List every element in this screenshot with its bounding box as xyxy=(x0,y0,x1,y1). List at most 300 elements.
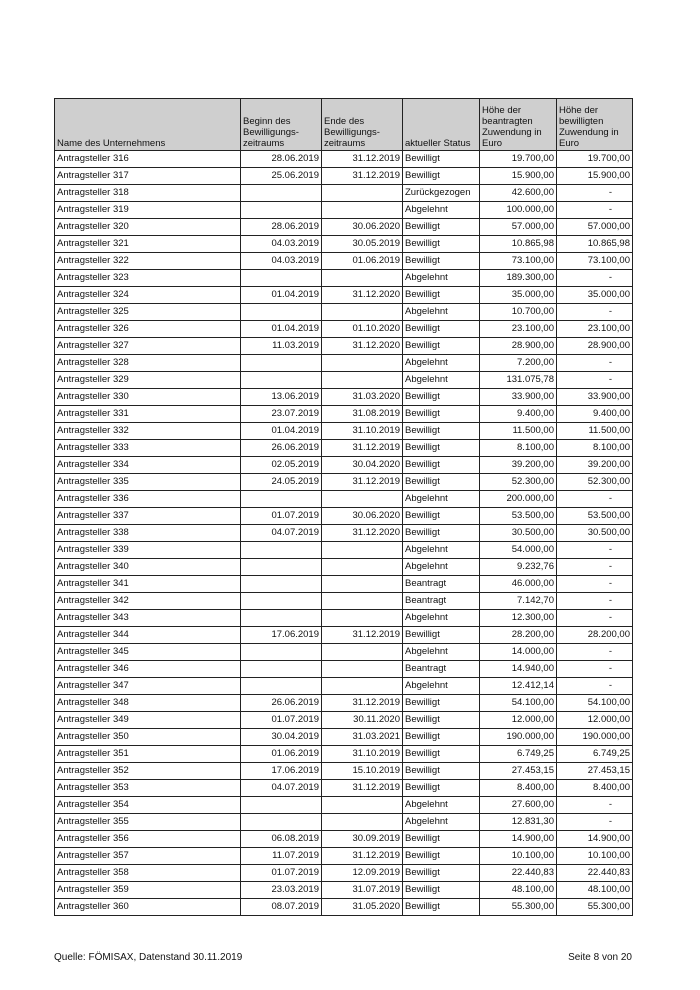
table-row xyxy=(55,678,633,695)
cell-requested-amount: 6.749,25 xyxy=(480,746,557,763)
cell-company: Antragsteller 316 xyxy=(55,151,241,168)
cell-start-date: 08.07.2019 xyxy=(241,899,322,916)
cell-start-date: 04.07.2019 xyxy=(241,780,322,797)
cell-end-date xyxy=(322,185,403,202)
cell-start-date xyxy=(241,304,322,321)
cell-end-date: 31.10.2019 xyxy=(322,746,403,763)
cell-approved-amount: - xyxy=(557,355,633,372)
cell-start-date: 13.06.2019 xyxy=(241,389,322,406)
cell-status: Bewilligt xyxy=(403,627,480,644)
cell-status: Zurückgezogen xyxy=(403,185,480,202)
cell-company: Antragsteller 355 xyxy=(55,814,241,831)
table-row xyxy=(55,389,633,406)
cell-requested-amount: 10.865,98 xyxy=(480,236,557,253)
table-row xyxy=(55,848,633,865)
cell-end-date xyxy=(322,304,403,321)
table-row xyxy=(55,219,633,236)
cell-requested-amount: 14.900,00 xyxy=(480,831,557,848)
cell-status: Bewilligt xyxy=(403,831,480,848)
table-row xyxy=(55,542,633,559)
page-number: Seite 8 von 20 xyxy=(568,952,632,963)
cell-requested-amount: 28.900,00 xyxy=(480,338,557,355)
cell-start-date: 30.04.2019 xyxy=(241,729,322,746)
cell-company: Antragsteller 323 xyxy=(55,270,241,287)
cell-approved-amount: 48.100,00 xyxy=(557,882,633,899)
cell-status: Bewilligt xyxy=(403,253,480,270)
cell-start-date xyxy=(241,185,322,202)
cell-end-date: 31.03.2021 xyxy=(322,729,403,746)
cell-end-date xyxy=(322,610,403,627)
cell-approved-amount: 33.900,00 xyxy=(557,389,633,406)
cell-status: Bewilligt xyxy=(403,729,480,746)
header-company: Name des Unternehmens xyxy=(55,99,241,151)
table-row xyxy=(55,151,633,168)
cell-status: Abgelehnt xyxy=(403,559,480,576)
cell-status: Abgelehnt xyxy=(403,202,480,219)
cell-end-date: 31.12.2019 xyxy=(322,627,403,644)
cell-start-date: 01.04.2019 xyxy=(241,287,322,304)
cell-end-date: 31.10.2019 xyxy=(322,423,403,440)
cell-company: Antragsteller 344 xyxy=(55,627,241,644)
cell-approved-amount: 23.100,00 xyxy=(557,321,633,338)
table-row xyxy=(55,304,633,321)
cell-company: Antragsteller 334 xyxy=(55,457,241,474)
cell-start-date xyxy=(241,610,322,627)
cell-requested-amount: 23.100,00 xyxy=(480,321,557,338)
cell-company: Antragsteller 356 xyxy=(55,831,241,848)
cell-approved-amount: - xyxy=(557,185,633,202)
cell-status: Abgelehnt xyxy=(403,610,480,627)
cell-requested-amount: 19.700,00 xyxy=(480,151,557,168)
table-row xyxy=(55,593,633,610)
cell-company: Antragsteller 359 xyxy=(55,882,241,899)
cell-requested-amount: 39.200,00 xyxy=(480,457,557,474)
cell-end-date: 30.06.2020 xyxy=(322,508,403,525)
cell-end-date xyxy=(322,814,403,831)
cell-start-date xyxy=(241,202,322,219)
cell-start-date: 28.06.2019 xyxy=(241,151,322,168)
cell-status: Beantragt xyxy=(403,661,480,678)
cell-approved-amount: 8.100,00 xyxy=(557,440,633,457)
cell-requested-amount: 12.000,00 xyxy=(480,712,557,729)
table-header-row xyxy=(55,99,633,151)
cell-approved-amount: 19.700,00 xyxy=(557,151,633,168)
cell-approved-amount: 28.900,00 xyxy=(557,338,633,355)
cell-company: Antragsteller 351 xyxy=(55,746,241,763)
table-row xyxy=(55,406,633,423)
cell-requested-amount: 9.232,76 xyxy=(480,559,557,576)
cell-status: Bewilligt xyxy=(403,287,480,304)
cell-requested-amount: 42.600,00 xyxy=(480,185,557,202)
cell-end-date: 30.05.2019 xyxy=(322,236,403,253)
cell-status: Bewilligt xyxy=(403,236,480,253)
cell-end-date: 31.12.2020 xyxy=(322,338,403,355)
cell-status: Bewilligt xyxy=(403,151,480,168)
cell-status: Bewilligt xyxy=(403,746,480,763)
cell-end-date: 31.12.2019 xyxy=(322,474,403,491)
cell-end-date xyxy=(322,661,403,678)
table-row xyxy=(55,695,633,712)
table-row xyxy=(55,457,633,474)
cell-company: Antragsteller 332 xyxy=(55,423,241,440)
table-row xyxy=(55,270,633,287)
cell-status: Abgelehnt xyxy=(403,304,480,321)
cell-approved-amount: 6.749,25 xyxy=(557,746,633,763)
cell-end-date xyxy=(322,542,403,559)
cell-company: Antragsteller 354 xyxy=(55,797,241,814)
cell-start-date: 01.04.2019 xyxy=(241,321,322,338)
cell-status: Bewilligt xyxy=(403,865,480,882)
table-row xyxy=(55,729,633,746)
cell-approved-amount: - xyxy=(557,559,633,576)
cell-approved-amount: 27.453,15 xyxy=(557,763,633,780)
table-row xyxy=(55,372,633,389)
cell-approved-amount: 55.300,00 xyxy=(557,899,633,916)
cell-status: Bewilligt xyxy=(403,763,480,780)
cell-start-date xyxy=(241,270,322,287)
cell-end-date: 31.12.2019 xyxy=(322,168,403,185)
cell-status: Bewilligt xyxy=(403,695,480,712)
cell-end-date: 31.12.2019 xyxy=(322,780,403,797)
cell-status: Bewilligt xyxy=(403,219,480,236)
cell-status: Bewilligt xyxy=(403,168,480,185)
cell-company: Antragsteller 329 xyxy=(55,372,241,389)
cell-requested-amount: 10.100,00 xyxy=(480,848,557,865)
cell-company: Antragsteller 357 xyxy=(55,848,241,865)
cell-end-date: 30.04.2020 xyxy=(322,457,403,474)
table-row xyxy=(55,576,633,593)
cell-status: Abgelehnt xyxy=(403,270,480,287)
cell-requested-amount: 27.600,00 xyxy=(480,797,557,814)
table-row xyxy=(55,865,633,882)
cell-approved-amount: - xyxy=(557,814,633,831)
header-requested: Höhe der beantragten Zuwendung in Euro xyxy=(480,99,557,151)
cell-status: Beantragt xyxy=(403,576,480,593)
cell-requested-amount: 48.100,00 xyxy=(480,882,557,899)
cell-approved-amount: 35.000,00 xyxy=(557,287,633,304)
table-row xyxy=(55,185,633,202)
cell-end-date: 01.10.2020 xyxy=(322,321,403,338)
cell-approved-amount: - xyxy=(557,593,633,610)
cell-start-date: 01.04.2019 xyxy=(241,423,322,440)
cell-requested-amount: 12.831,30 xyxy=(480,814,557,831)
table-row xyxy=(55,780,633,797)
cell-start-date xyxy=(241,644,322,661)
cell-end-date xyxy=(322,644,403,661)
cell-status: Abgelehnt xyxy=(403,814,480,831)
cell-status: Bewilligt xyxy=(403,474,480,491)
cell-company: Antragsteller 322 xyxy=(55,253,241,270)
cell-status: Abgelehnt xyxy=(403,491,480,508)
cell-requested-amount: 54.100,00 xyxy=(480,695,557,712)
cell-approved-amount: 9.400,00 xyxy=(557,406,633,423)
table-row xyxy=(55,423,633,440)
cell-end-date xyxy=(322,559,403,576)
cell-approved-amount: 8.400,00 xyxy=(557,780,633,797)
table-row xyxy=(55,474,633,491)
cell-status: Bewilligt xyxy=(403,508,480,525)
cell-status: Bewilligt xyxy=(403,406,480,423)
cell-start-date: 28.06.2019 xyxy=(241,219,322,236)
cell-requested-amount: 57.000,00 xyxy=(480,219,557,236)
cell-start-date xyxy=(241,542,322,559)
cell-company: Antragsteller 328 xyxy=(55,355,241,372)
cell-end-date: 30.06.2020 xyxy=(322,219,403,236)
cell-end-date: 31.12.2020 xyxy=(322,287,403,304)
cell-company: Antragsteller 327 xyxy=(55,338,241,355)
header-approved: Höhe der bewilligten Zuwendung in Euro xyxy=(557,99,633,151)
cell-start-date xyxy=(241,814,322,831)
cell-start-date: 04.03.2019 xyxy=(241,253,322,270)
cell-requested-amount: 33.900,00 xyxy=(480,389,557,406)
cell-requested-amount: 8.400,00 xyxy=(480,780,557,797)
cell-status: Abgelehnt xyxy=(403,644,480,661)
cell-end-date: 31.12.2020 xyxy=(322,525,403,542)
cell-company: Antragsteller 318 xyxy=(55,185,241,202)
cell-end-date xyxy=(322,372,403,389)
cell-end-date: 31.08.2019 xyxy=(322,406,403,423)
cell-approved-amount: 53.500,00 xyxy=(557,508,633,525)
cell-status: Bewilligt xyxy=(403,848,480,865)
cell-approved-amount: 57.000,00 xyxy=(557,219,633,236)
table-row xyxy=(55,338,633,355)
cell-approved-amount: - xyxy=(557,797,633,814)
cell-approved-amount: 22.440,83 xyxy=(557,865,633,882)
table-row xyxy=(55,440,633,457)
cell-requested-amount: 7.200,00 xyxy=(480,355,557,372)
cell-company: Antragsteller 337 xyxy=(55,508,241,525)
cell-start-date xyxy=(241,661,322,678)
cell-requested-amount: 54.000,00 xyxy=(480,542,557,559)
cell-company: Antragsteller 335 xyxy=(55,474,241,491)
cell-requested-amount: 15.900,00 xyxy=(480,168,557,185)
cell-status: Bewilligt xyxy=(403,423,480,440)
cell-start-date: 23.03.2019 xyxy=(241,882,322,899)
cell-status: Bewilligt xyxy=(403,882,480,899)
cell-approved-amount: 10.100,00 xyxy=(557,848,633,865)
cell-requested-amount: 73.100,00 xyxy=(480,253,557,270)
cell-start-date xyxy=(241,372,322,389)
cell-start-date: 04.07.2019 xyxy=(241,525,322,542)
cell-requested-amount: 9.400,00 xyxy=(480,406,557,423)
cell-requested-amount: 190.000,00 xyxy=(480,729,557,746)
cell-start-date: 01.07.2019 xyxy=(241,865,322,882)
cell-requested-amount: 10.700,00 xyxy=(480,304,557,321)
table-row xyxy=(55,882,633,899)
cell-start-date xyxy=(241,593,322,610)
cell-company: Antragsteller 320 xyxy=(55,219,241,236)
cell-start-date: 24.05.2019 xyxy=(241,474,322,491)
cell-requested-amount: 12.412,14 xyxy=(480,678,557,695)
cell-company: Antragsteller 352 xyxy=(55,763,241,780)
cell-approved-amount: 28.200,00 xyxy=(557,627,633,644)
cell-company: Antragsteller 339 xyxy=(55,542,241,559)
cell-end-date: 31.05.2020 xyxy=(322,899,403,916)
table-row xyxy=(55,253,633,270)
table-row xyxy=(55,202,633,219)
cell-start-date: 01.07.2019 xyxy=(241,508,322,525)
cell-company: Antragsteller 346 xyxy=(55,661,241,678)
cell-status: Beantragt xyxy=(403,593,480,610)
cell-approved-amount: - xyxy=(557,202,633,219)
cell-company: Antragsteller 343 xyxy=(55,610,241,627)
cell-company: Antragsteller 347 xyxy=(55,678,241,695)
cell-start-date: 01.06.2019 xyxy=(241,746,322,763)
cell-status: Bewilligt xyxy=(403,525,480,542)
cell-start-date: 17.06.2019 xyxy=(241,627,322,644)
cell-company: Antragsteller 326 xyxy=(55,321,241,338)
table-row xyxy=(55,797,633,814)
cell-approved-amount: - xyxy=(557,644,633,661)
cell-approved-amount: 12.000,00 xyxy=(557,712,633,729)
cell-requested-amount: 131.075,78 xyxy=(480,372,557,389)
cell-requested-amount: 35.000,00 xyxy=(480,287,557,304)
cell-end-date: 31.12.2019 xyxy=(322,440,403,457)
cell-end-date: 31.12.2019 xyxy=(322,151,403,168)
cell-approved-amount: - xyxy=(557,542,633,559)
cell-requested-amount: 27.453,15 xyxy=(480,763,557,780)
cell-status: Abgelehnt xyxy=(403,542,480,559)
cell-start-date xyxy=(241,797,322,814)
cell-start-date: 02.05.2019 xyxy=(241,457,322,474)
table-row xyxy=(55,627,633,644)
cell-approved-amount: 15.900,00 xyxy=(557,168,633,185)
cell-start-date: 04.03.2019 xyxy=(241,236,322,253)
cell-approved-amount: - xyxy=(557,491,633,508)
cell-status: Bewilligt xyxy=(403,899,480,916)
table-row xyxy=(55,525,633,542)
cell-requested-amount: 52.300,00 xyxy=(480,474,557,491)
table-row xyxy=(55,236,633,253)
cell-requested-amount: 53.500,00 xyxy=(480,508,557,525)
cell-requested-amount: 8.100,00 xyxy=(480,440,557,457)
cell-company: Antragsteller 345 xyxy=(55,644,241,661)
cell-company: Antragsteller 324 xyxy=(55,287,241,304)
table-row xyxy=(55,644,633,661)
cell-approved-amount: 52.300,00 xyxy=(557,474,633,491)
cell-end-date xyxy=(322,202,403,219)
cell-end-date: 15.10.2019 xyxy=(322,763,403,780)
cell-status: Abgelehnt xyxy=(403,372,480,389)
table-row xyxy=(55,355,633,372)
cell-approved-amount: - xyxy=(557,610,633,627)
cell-approved-amount: - xyxy=(557,372,633,389)
cell-approved-amount: - xyxy=(557,678,633,695)
cell-start-date: 17.06.2019 xyxy=(241,763,322,780)
cell-approved-amount: - xyxy=(557,304,633,321)
table-row xyxy=(55,168,633,185)
table-row xyxy=(55,899,633,916)
cell-company: Antragsteller 348 xyxy=(55,695,241,712)
cell-company: Antragsteller 358 xyxy=(55,865,241,882)
cell-approved-amount: 190.000,00 xyxy=(557,729,633,746)
cell-start-date: 11.03.2019 xyxy=(241,338,322,355)
cell-end-date: 31.07.2019 xyxy=(322,882,403,899)
cell-end-date xyxy=(322,678,403,695)
cell-company: Antragsteller 330 xyxy=(55,389,241,406)
cell-start-date xyxy=(241,491,322,508)
cell-start-date: 26.06.2019 xyxy=(241,440,322,457)
table-row xyxy=(55,746,633,763)
table-row xyxy=(55,610,633,627)
cell-end-date: 01.06.2019 xyxy=(322,253,403,270)
cell-status: Bewilligt xyxy=(403,338,480,355)
table-row xyxy=(55,491,633,508)
cell-status: Bewilligt xyxy=(403,321,480,338)
cell-company: Antragsteller 342 xyxy=(55,593,241,610)
cell-company: Antragsteller 350 xyxy=(55,729,241,746)
cell-approved-amount: 39.200,00 xyxy=(557,457,633,474)
cell-end-date xyxy=(322,593,403,610)
cell-end-date xyxy=(322,270,403,287)
table-row xyxy=(55,661,633,678)
cell-start-date xyxy=(241,559,322,576)
cell-status: Abgelehnt xyxy=(403,797,480,814)
table-row xyxy=(55,831,633,848)
cell-requested-amount: 100.000,00 xyxy=(480,202,557,219)
cell-requested-amount: 22.440,83 xyxy=(480,865,557,882)
grant-table-container xyxy=(54,98,632,916)
cell-status: Abgelehnt xyxy=(403,355,480,372)
cell-approved-amount: 10.865,98 xyxy=(557,236,633,253)
cell-approved-amount: 54.100,00 xyxy=(557,695,633,712)
cell-end-date: 31.12.2019 xyxy=(322,848,403,865)
cell-status: Bewilligt xyxy=(403,389,480,406)
table-body xyxy=(55,151,633,916)
cell-company: Antragsteller 333 xyxy=(55,440,241,457)
cell-status: Bewilligt xyxy=(403,712,480,729)
table-row xyxy=(55,712,633,729)
cell-requested-amount: 11.500,00 xyxy=(480,423,557,440)
cell-approved-amount: - xyxy=(557,576,633,593)
table-row xyxy=(55,287,633,304)
cell-status: Abgelehnt xyxy=(403,678,480,695)
cell-end-date: 30.11.2020 xyxy=(322,712,403,729)
cell-end-date: 12.09.2019 xyxy=(322,865,403,882)
cell-company: Antragsteller 317 xyxy=(55,168,241,185)
cell-company: Antragsteller 338 xyxy=(55,525,241,542)
cell-end-date xyxy=(322,797,403,814)
cell-end-date xyxy=(322,576,403,593)
cell-status: Bewilligt xyxy=(403,457,480,474)
cell-requested-amount: 55.300,00 xyxy=(480,899,557,916)
cell-approved-amount: - xyxy=(557,270,633,287)
table-row xyxy=(55,559,633,576)
cell-start-date xyxy=(241,576,322,593)
cell-requested-amount: 189.300,00 xyxy=(480,270,557,287)
cell-company: Antragsteller 353 xyxy=(55,780,241,797)
cell-start-date xyxy=(241,678,322,695)
cell-company: Antragsteller 360 xyxy=(55,899,241,916)
cell-start-date: 01.07.2019 xyxy=(241,712,322,729)
cell-start-date: 26.06.2019 xyxy=(241,695,322,712)
cell-end-date: 31.12.2019 xyxy=(322,695,403,712)
cell-requested-amount: 14.940,00 xyxy=(480,661,557,678)
cell-company: Antragsteller 325 xyxy=(55,304,241,321)
cell-requested-amount: 46.000,00 xyxy=(480,576,557,593)
cell-company: Antragsteller 340 xyxy=(55,559,241,576)
cell-end-date xyxy=(322,491,403,508)
grant-table xyxy=(54,98,633,916)
cell-requested-amount: 28.200,00 xyxy=(480,627,557,644)
cell-start-date: 11.07.2019 xyxy=(241,848,322,865)
table-row xyxy=(55,508,633,525)
cell-approved-amount: 30.500,00 xyxy=(557,525,633,542)
cell-requested-amount: 30.500,00 xyxy=(480,525,557,542)
cell-end-date: 31.03.2020 xyxy=(322,389,403,406)
cell-start-date: 06.08.2019 xyxy=(241,831,322,848)
header-end: Ende des Bewilligungs-zeitraums xyxy=(322,99,403,151)
